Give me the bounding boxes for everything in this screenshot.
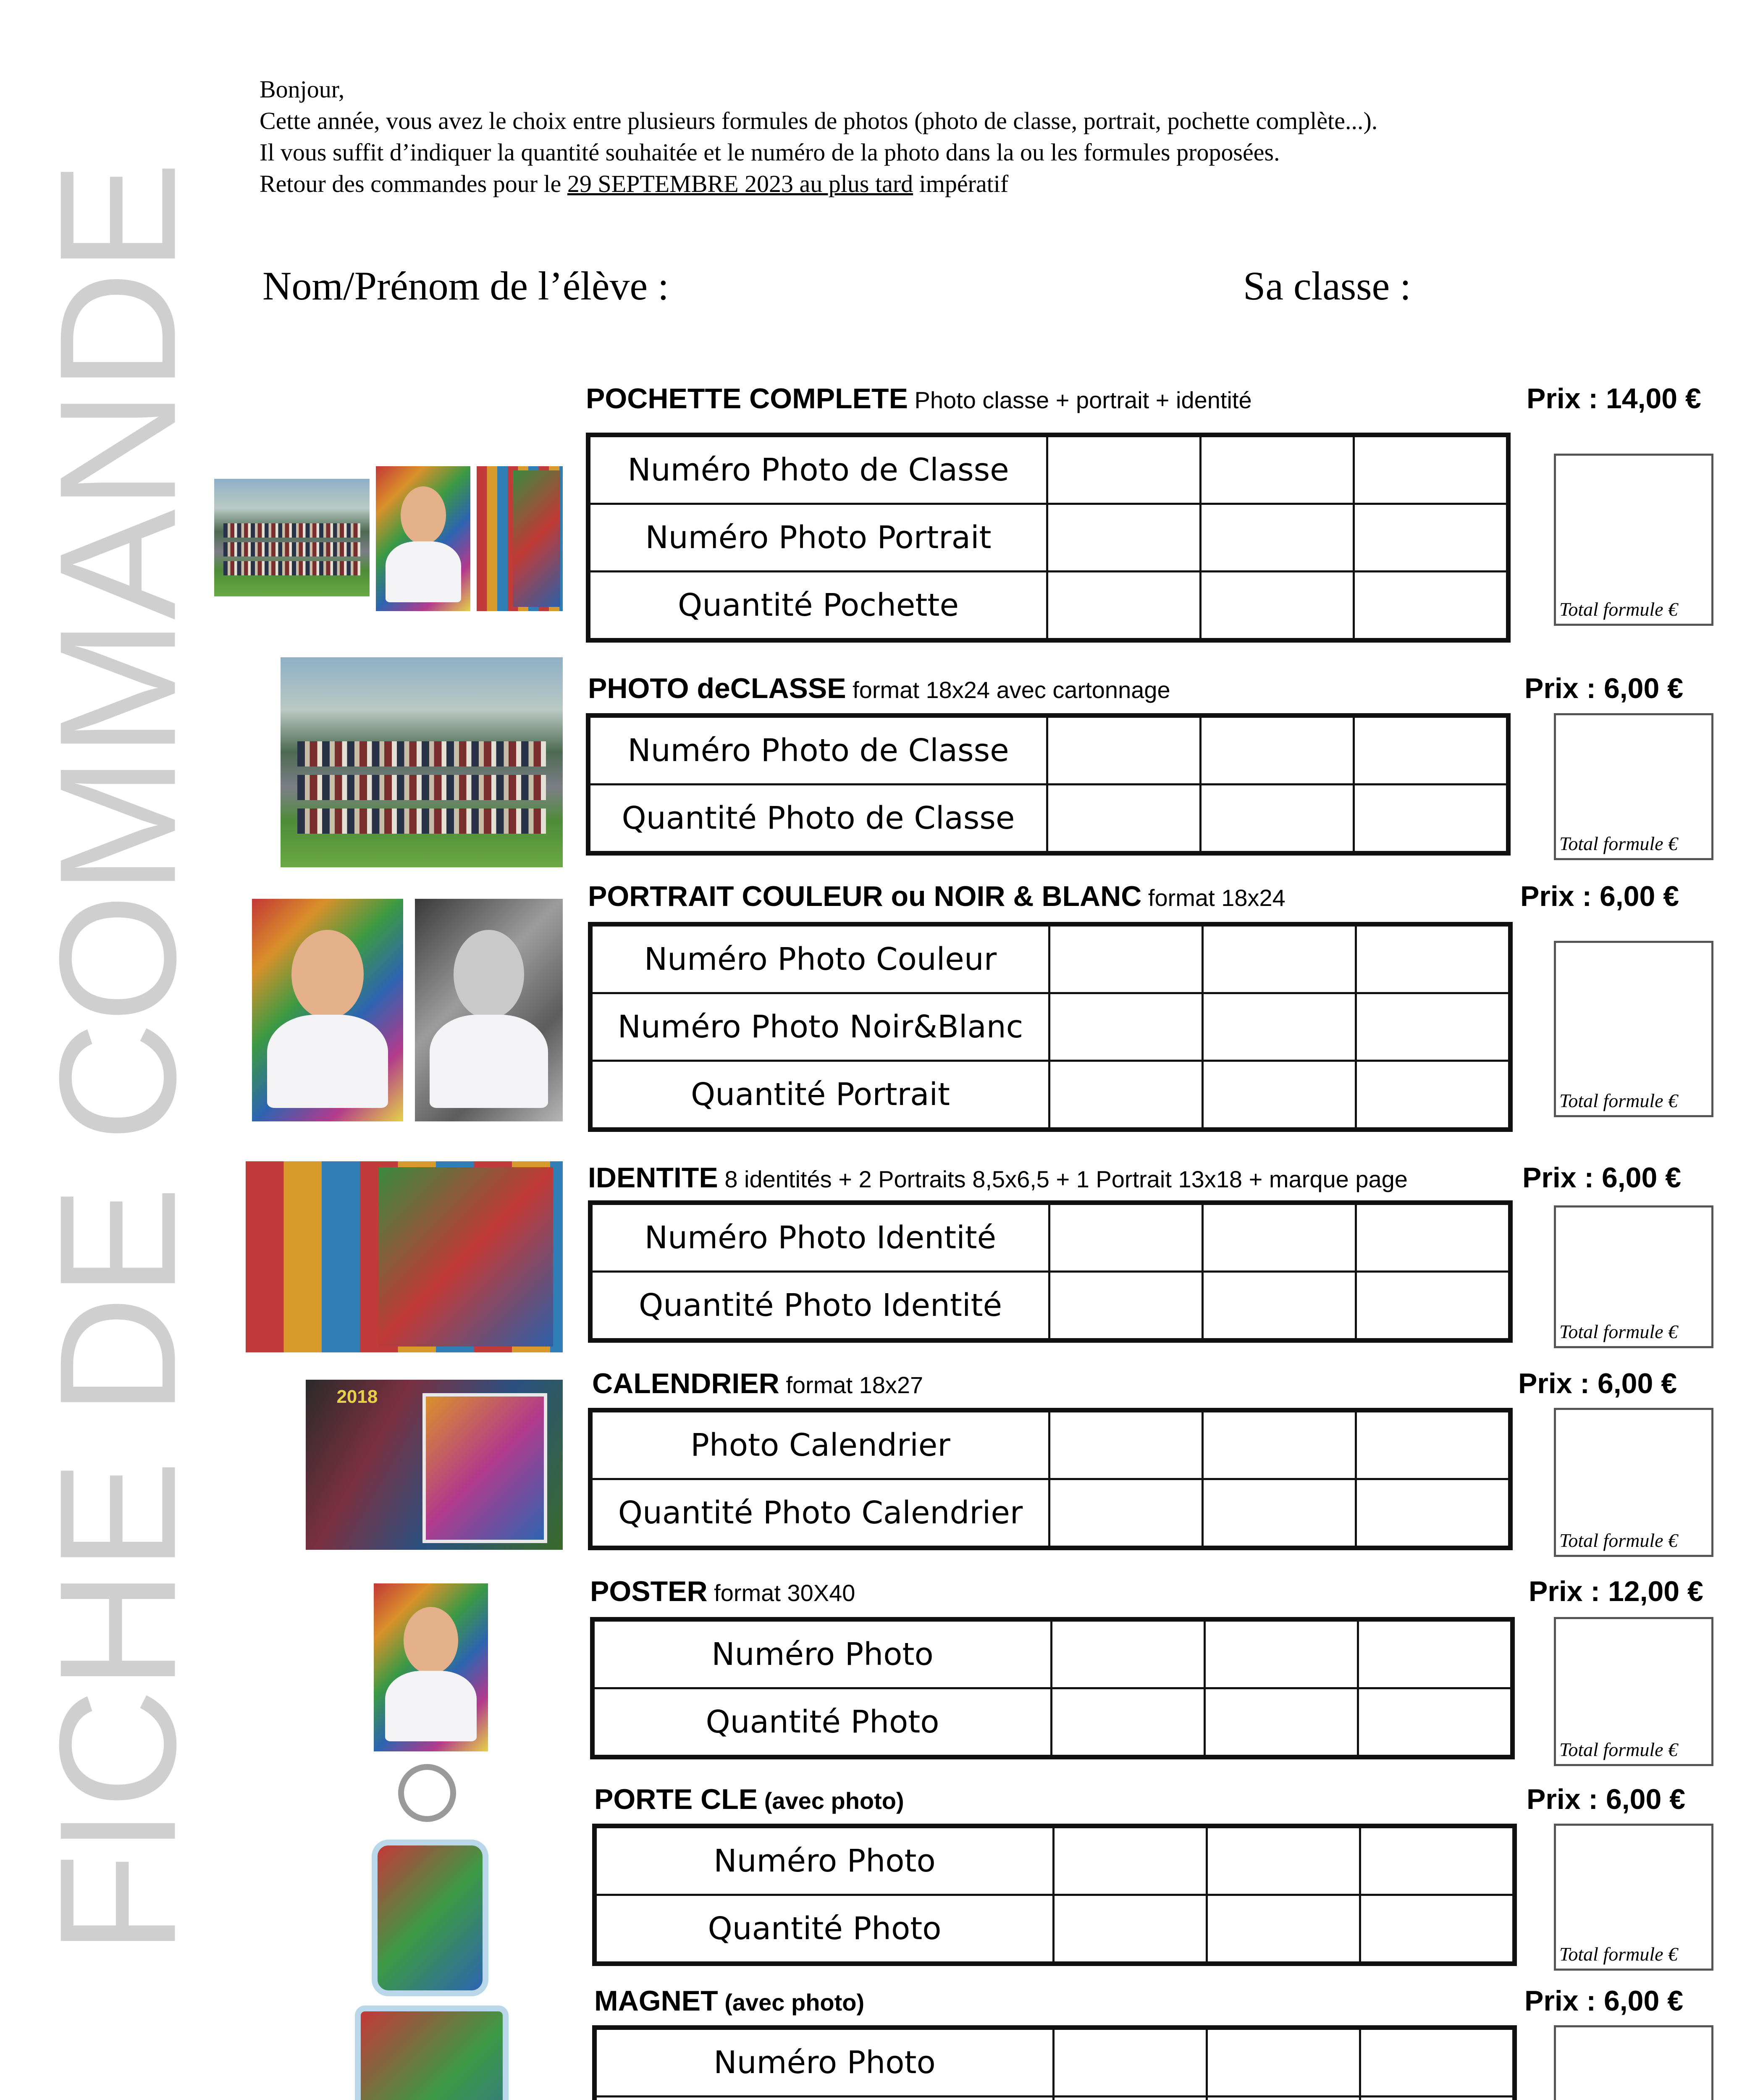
entry-cell[interactable] [1205,1620,1358,1688]
order-grid-porte-cle [592,1824,1517,1966]
total-box-portrait[interactable] [1554,941,1713,1117]
total-box-magnet[interactable] [1554,2025,1713,2100]
entry-cell[interactable] [1354,785,1509,853]
entry-cell[interactable] [1049,924,1203,993]
entry-cell[interactable] [1356,1410,1511,1479]
total-box-label: Total formule € [1559,1739,1678,1760]
price-magnet: Prix : 6,00 € [1524,1985,1684,2017]
order-grid-calendrier [588,1408,1513,1550]
section-subtitle: format 18x27 [779,1372,923,1398]
color-portrait-thumbnail [252,899,403,1121]
entry-cell[interactable] [1049,1272,1203,1341]
row-label: Photo Calendrier [590,1410,1049,1479]
intro-line-3-suffix: impératif [913,170,1009,197]
section-subtitle: (avec photo) [758,1788,904,1814]
entry-cell[interactable] [1201,572,1354,640]
entry-cell[interactable] [1360,1895,1515,1964]
entry-cell[interactable] [1354,716,1509,785]
entry-cell[interactable] [1207,2097,1360,2100]
price-identite: Prix : 6,00 € [1522,1162,1682,1194]
section-subtitle: Photo classe + portrait + identité [908,387,1252,413]
section-name: IDENTITE [588,1162,718,1194]
section-subtitle: format 18x24 [1141,885,1286,911]
entry-cell[interactable] [1360,1826,1515,1895]
section-title-porte-cle [594,1783,904,1816]
identity-sheet-thumbnail [246,1161,563,1352]
total-box-label: Total formule € [1559,833,1678,854]
total-box-label: Total formule € [1559,1321,1678,1342]
section-subtitle: (avec photo) [718,1989,865,2016]
order-grid-pochette [586,433,1511,643]
entry-cell[interactable] [1201,435,1354,504]
intro-greeting: Bonjour, [260,76,345,103]
row-label: Quantité Photo Calendrier [590,1479,1049,1548]
entry-cell[interactable] [1354,504,1509,572]
section-title-identite [588,1161,1408,1194]
entry-cell[interactable] [1356,1061,1511,1130]
row-label: Quantité Portrait [590,1061,1049,1130]
identity-sheet-thumbnail [477,466,563,611]
section-name: POSTER [590,1575,708,1607]
vertical-page-title-container [24,59,210,2058]
total-box-label: Total formule € [1559,598,1678,620]
entry-cell[interactable] [1054,1895,1207,1964]
row-label: Numéro Photo [593,1620,1052,1688]
entry-cell[interactable] [1203,924,1356,993]
order-grid-magnet [592,2025,1517,2100]
entry-cell[interactable] [1203,1410,1356,1479]
total-box-pochette[interactable] [1554,454,1713,626]
section-name: POCHETTE COMPLETE [586,383,908,415]
section-subtitle: format 30X40 [707,1580,855,1606]
row-label: Quantité Pochette [588,572,1047,640]
row-label: Numéro Photo [595,1826,1054,1895]
price-porte-cle: Prix : 6,00 € [1527,1783,1686,1815]
order-grid-portrait [588,922,1513,1132]
row-label [595,2097,1054,2100]
entry-cell[interactable] [1360,2028,1515,2097]
entry-cell[interactable] [1047,785,1201,853]
entry-cell[interactable] [1049,1061,1203,1130]
bw-portrait-thumbnail [415,899,563,1121]
order-grid-photo-classe [586,713,1511,856]
total-box-photo-classe[interactable] [1554,713,1713,860]
entry-cell[interactable] [1356,1479,1511,1548]
row-label: Numéro Photo de Classe [588,716,1047,785]
intro-line-3 [260,168,1377,200]
total-box-porte-cle[interactable] [1554,1824,1713,1971]
section-title-portrait [588,880,1286,913]
section-name: PORTRAIT COULEUR ou NOIR & BLANC [588,880,1142,912]
poster-thumbnail [374,1583,488,1751]
entry-cell[interactable] [1358,1688,1513,1757]
keyring-thumbnail [372,1840,488,1996]
entry-cell[interactable] [1049,1203,1203,1272]
section-title-poster [590,1575,855,1608]
row-label: Quantité Photo Identité [590,1272,1049,1341]
portrait-thumbnail [376,466,470,611]
entry-cell[interactable] [1207,1826,1360,1895]
total-box-calendrier[interactable] [1554,1408,1713,1557]
entry-cell[interactable] [1360,2097,1515,2100]
calendar-year: 2018 [336,1386,378,1407]
page-title: FICHE DE COMMANDE [24,162,210,1955]
total-box-label: Total formule € [1559,1530,1678,1551]
row-label: Numéro Photo Identité [590,1203,1049,1272]
deadline-date: 29 SEPTEMBRE 2023 au plus tard [567,170,913,197]
entry-cell[interactable] [1207,2028,1360,2097]
calendar-thumbnail [306,1380,563,1550]
row-label: Numéro Photo Couleur [590,924,1049,993]
entry-cell[interactable] [1358,1620,1513,1688]
price-pochette: Prix : 14,00 € [1527,383,1701,415]
entry-cell[interactable] [1203,1203,1356,1272]
row-label: Numéro Photo Portrait [588,504,1047,572]
entry-cell[interactable] [1047,435,1201,504]
section-name: MAGNET [594,1985,718,2017]
entry-cell[interactable] [1203,1061,1356,1130]
entry-cell[interactable] [1356,924,1511,993]
entry-cell[interactable] [1207,1895,1360,1964]
total-box-poster[interactable] [1554,1617,1713,1766]
entry-cell[interactable] [1054,1826,1207,1895]
section-name: CALENDRIER [592,1368,779,1399]
entry-cell[interactable] [1049,993,1203,1061]
price-portrait: Prix : 6,00 € [1520,880,1679,912]
student-name-label: Nom/Prénom de l’élève : [262,263,669,308]
entry-cell[interactable] [1356,1272,1511,1341]
section-subtitle: 8 identités + 2 Portraits 8,5x6,5 + 1 Portrait 13x18 + marque page [718,1166,1408,1192]
section-title-photo-classe [588,672,1170,705]
total-box-label: Total formule € [1559,1090,1678,1111]
entry-cell[interactable] [1054,2097,1207,2100]
entry-cell[interactable] [1049,1479,1203,1548]
entry-cell[interactable] [1047,572,1201,640]
section-name: PHOTO deCLASSE [588,672,846,704]
intro-text [260,74,1377,200]
section-title-magnet [594,1984,864,2017]
row-label: Numéro Photo de Classe [588,435,1047,504]
row-label: Quantité Photo [593,1688,1052,1757]
entry-cell[interactable] [1201,785,1354,853]
order-grid-identite [588,1200,1513,1343]
row-label: Quantité Photo de Classe [588,785,1047,853]
entry-cell[interactable] [1356,993,1511,1061]
entry-cell[interactable] [1201,716,1354,785]
magnet-thumbnail [355,2006,509,2100]
price-calendrier: Prix : 6,00 € [1518,1368,1677,1399]
class-label: Sa classe : [1243,263,1411,308]
row-label: Numéro Photo Noir&Blanc [590,993,1049,1061]
section-title-calendrier [592,1367,923,1400]
section-name: PORTE CLE [594,1783,758,1815]
entry-cell[interactable] [1203,1272,1356,1341]
entry-cell[interactable] [1047,504,1201,572]
section-title-pochette [586,382,1252,415]
entry-cell[interactable] [1354,572,1509,640]
class-photo-thumbnail [281,657,563,867]
intro-line-1: Cette année, vous avez le choix entre plusieurs formules de photos (photo de classe, portrait, pochette complète...). [260,107,1378,134]
entry-cell[interactable] [1203,993,1356,1061]
row-label: Numéro Photo [595,2028,1054,2097]
row-label: Quantité Photo [595,1895,1054,1964]
entry-cell[interactable] [1205,1688,1358,1757]
entry-cell[interactable] [1047,716,1201,785]
intro-line-3-prefix: Retour des commandes pour le [260,170,567,197]
total-box-label: Total formule € [1559,1943,1678,1965]
total-box-identite[interactable] [1554,1205,1713,1348]
keyring-ring-icon [398,1764,456,1822]
entry-cell[interactable] [1201,504,1354,572]
entry-cell[interactable] [1054,2028,1207,2097]
price-photo-classe: Prix : 6,00 € [1524,672,1684,704]
order-grid-poster [590,1617,1515,1759]
section-subtitle: format 18x24 avec cartonnage [846,677,1170,703]
entry-cell[interactable] [1203,1479,1356,1548]
price-poster: Prix : 12,00 € [1529,1575,1703,1607]
entry-cell[interactable] [1052,1620,1205,1688]
entry-cell[interactable] [1354,435,1509,504]
intro-line-2: Il vous suffit d’indiquer la quantité souhaitée et le numéro de la photo dans la ou les formules proposées. [260,139,1280,166]
entry-cell[interactable] [1049,1410,1203,1479]
entry-cell[interactable] [1052,1688,1205,1757]
class-photo-thumbnail [214,479,370,596]
entry-cell[interactable] [1356,1203,1511,1272]
